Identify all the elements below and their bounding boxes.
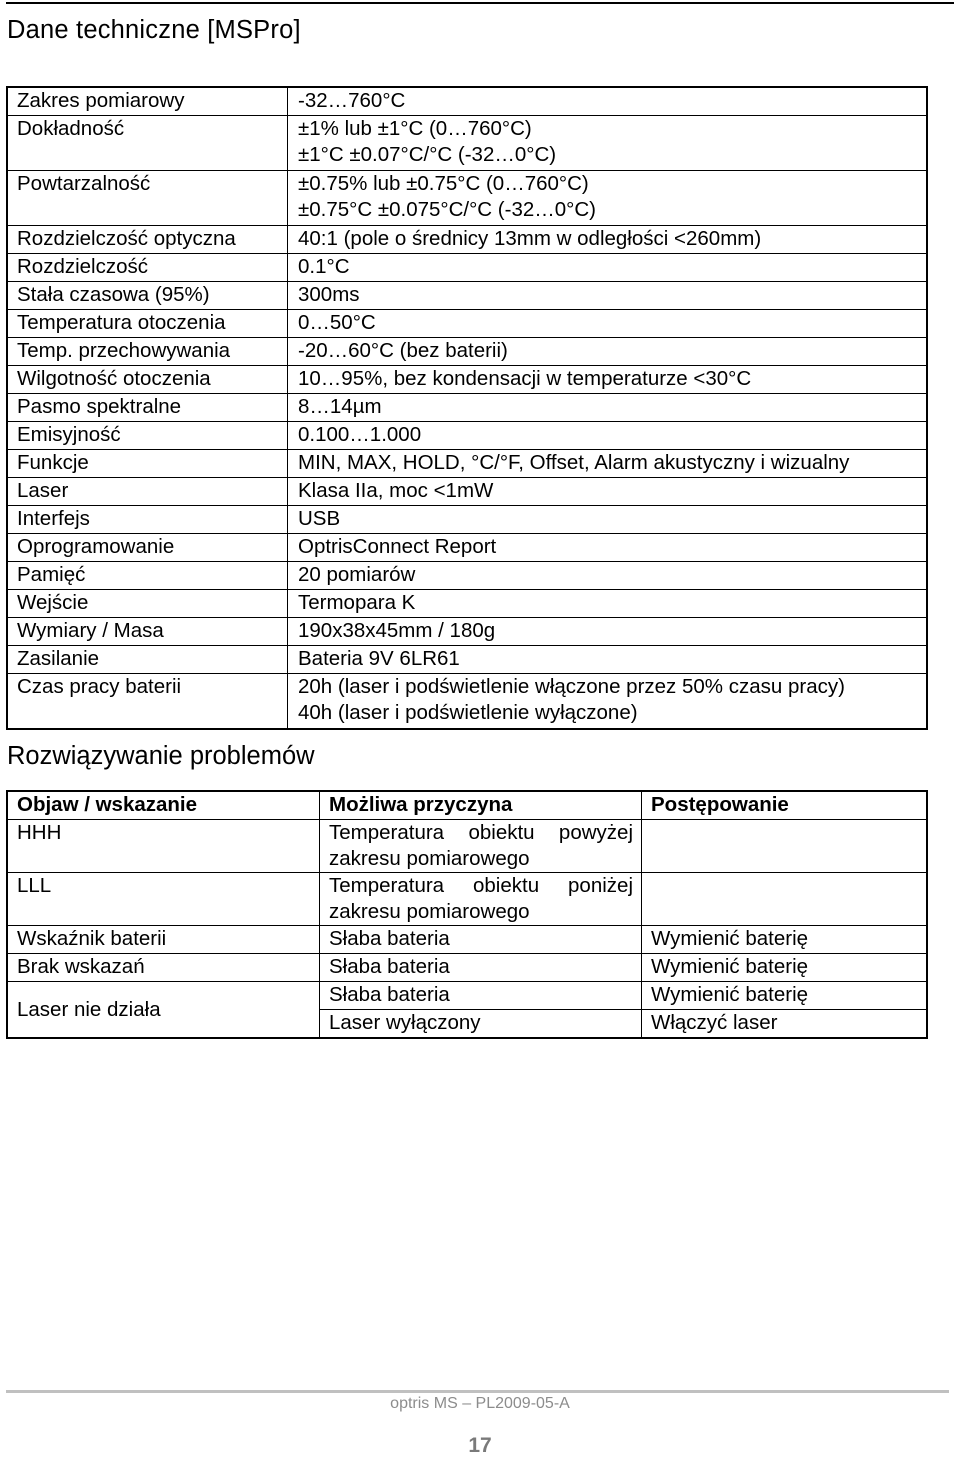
- table-row: [7, 310, 927, 338]
- table-row: [7, 338, 927, 366]
- action-cell: [642, 820, 928, 873]
- spec-value: [288, 171, 928, 226]
- table-row: [7, 590, 927, 618]
- spec-value-line: ±0.75°C ±0.075°C/°C (-32…0°C): [298, 198, 596, 221]
- troubleshooting-table: [6, 790, 928, 1039]
- spec-value-line: ±1°C ±0.07°C/°C (-32…0°C): [298, 143, 557, 166]
- column-header: Postępowanie: [642, 791, 928, 820]
- spec-label: Pamięć: [7, 562, 288, 590]
- table-row: [7, 394, 927, 422]
- spec-label: Stała czasowa (95%): [7, 282, 288, 310]
- spec-value: 190x38x45mm / 180g: [288, 618, 928, 646]
- table-header-row: [7, 791, 927, 820]
- spec-label: Interfejs: [7, 506, 288, 534]
- table-row: [7, 820, 927, 873]
- page-number: 17: [468, 1434, 492, 1457]
- spec-value: Klasa IIa, moc <1mW: [288, 478, 928, 506]
- symptom-cell: Wskaźnik baterii: [7, 926, 320, 954]
- table-row: [7, 171, 927, 226]
- spec-label: Temp. przechowywania: [7, 338, 288, 366]
- table-row: [7, 450, 927, 478]
- table-row: [7, 562, 927, 590]
- table-row: [7, 282, 927, 310]
- spec-value: 20 pomiarów: [288, 562, 928, 590]
- spec-value: USB: [288, 506, 928, 534]
- action-cell: Wymienić baterię: [642, 954, 928, 982]
- spec-value: 300ms: [288, 282, 928, 310]
- spec-label: Oprogramowanie: [7, 534, 288, 562]
- symptom-cell: LLL: [7, 873, 320, 926]
- symptom-cell: HHH: [7, 820, 320, 873]
- table-row: [7, 116, 927, 171]
- spec-value: -20…60°C (bez baterii): [288, 338, 928, 366]
- table-row: [7, 478, 927, 506]
- spec-value: OptrisConnect Report: [288, 534, 928, 562]
- spec-value: [288, 674, 928, 730]
- cause-cell: Słaba bateria: [320, 926, 642, 954]
- cause-cell: Słaba bateria: [320, 982, 642, 1010]
- spec-label: Funkcje: [7, 450, 288, 478]
- spec-value: 10…95%, bez kondensacji w temperaturze <30°C: [288, 366, 928, 394]
- spec-label: Wilgotność otoczenia: [7, 366, 288, 394]
- spec-value: 0…50°C: [288, 310, 928, 338]
- column-header: Możliwa przyczyna: [320, 791, 642, 820]
- spec-table: [6, 86, 928, 730]
- spec-label: Powtarzalność: [7, 171, 288, 226]
- spec-value: MIN, MAX, HOLD, °C/°F, Offset, Alarm akustyczny i wizualny: [288, 450, 928, 478]
- spec-label: Czas pracy baterii: [7, 674, 288, 730]
- table-row: [7, 646, 927, 674]
- spec-label: Rozdzielczość optyczna: [7, 226, 288, 254]
- spec-value-line: ±1% lub ±1°C (0…760°C): [298, 117, 532, 140]
- action-cell: Wymienić baterię: [642, 926, 928, 954]
- spec-label: Dokładność: [7, 116, 288, 171]
- table-row: [7, 226, 927, 254]
- spec-label: Zakres pomiarowy: [7, 87, 288, 116]
- table-row: [7, 926, 927, 954]
- top-rule: [6, 2, 954, 4]
- spec-value-line: ±0.75% lub ±0.75°C (0…760°C): [298, 172, 589, 195]
- symptom-cell: Laser nie działa: [7, 982, 320, 1039]
- spec-value-line: 40h (laser i podświetlenie wyłączone): [298, 701, 638, 724]
- spec-label: Emisyjność: [7, 422, 288, 450]
- spec-value: 0.1°C: [288, 254, 928, 282]
- spec-label: Wejście: [7, 590, 288, 618]
- table-row: [7, 506, 927, 534]
- table-row: [7, 254, 927, 282]
- table-row: [7, 422, 927, 450]
- page-title: Dane techniczne [MSPro]: [7, 16, 301, 44]
- spec-value: Bateria 9V 6LR61: [288, 646, 928, 674]
- spec-label: Wymiary / Masa: [7, 618, 288, 646]
- table-row: [7, 618, 927, 646]
- cause-cell: Laser wyłączony: [320, 1010, 642, 1039]
- action-cell: Wymienić baterię: [642, 982, 928, 1010]
- spec-label: Pasmo spektralne: [7, 394, 288, 422]
- spec-label: Rozdzielczość: [7, 254, 288, 282]
- spec-value: Termopara K: [288, 590, 928, 618]
- table-row: [7, 873, 927, 926]
- spec-value: 0.100…1.000: [288, 422, 928, 450]
- table-row: [7, 982, 927, 1010]
- cause-cell: Temperatura obiektu powyżej zakresu pomiarowego: [320, 820, 642, 873]
- table-row: [7, 954, 927, 982]
- symptom-cell: Brak wskazań: [7, 954, 320, 982]
- table-row: [7, 87, 927, 116]
- table-row: [7, 534, 927, 562]
- column-header: Objaw / wskazanie: [7, 791, 320, 820]
- footer-rule: [6, 1390, 949, 1393]
- spec-value: [288, 116, 928, 171]
- spec-label: Temperatura otoczenia: [7, 310, 288, 338]
- cause-cell: Słaba bateria: [320, 954, 642, 982]
- footer-text: optris MS – PL2009-05-A: [390, 1395, 570, 1412]
- action-cell: [642, 873, 928, 926]
- spec-value: -32…760°C: [288, 87, 928, 116]
- spec-label: Zasilanie: [7, 646, 288, 674]
- cause-cell: Temperatura obiektu poniżej zakresu pomiarowego: [320, 873, 642, 926]
- table-row: [7, 366, 927, 394]
- section-heading: Rozwiązywanie problemów: [7, 742, 315, 770]
- spec-value-line: 20h (laser i podświetlenie włączone przez 50% czasu pracy): [298, 675, 845, 698]
- table-row: [7, 674, 927, 730]
- spec-value: 8…14µm: [288, 394, 928, 422]
- action-cell: Włączyć laser: [642, 1010, 928, 1039]
- spec-label: Laser: [7, 478, 288, 506]
- spec-value: 40:1 (pole o średnicy 13mm w odległości <260mm): [288, 226, 928, 254]
